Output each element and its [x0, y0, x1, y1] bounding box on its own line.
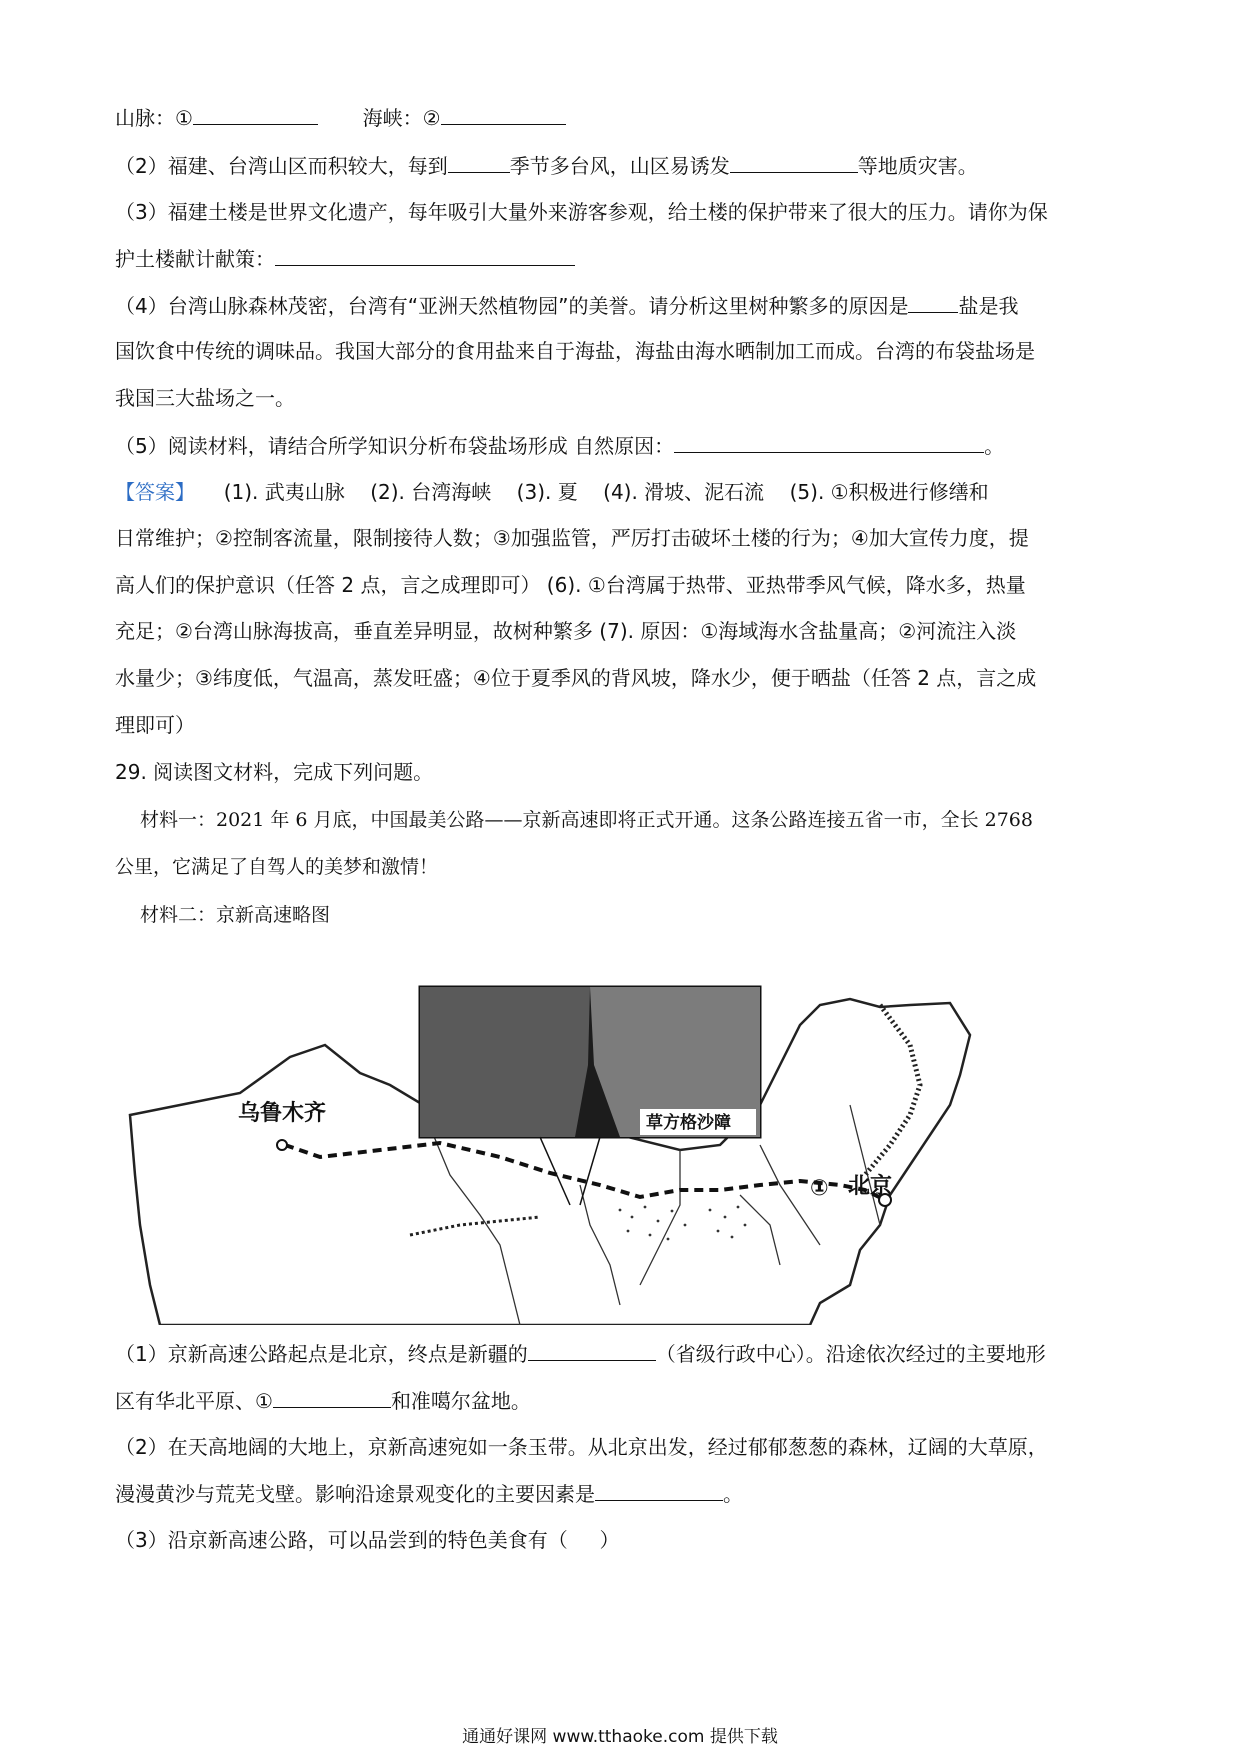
q29-sub2-line1: （2）在天高地阔的大地上，京新高速宛如一条玉带。从北京出发，经过郁郁葱葱的森林，辽阔的大草原，	[115, 1435, 1048, 1459]
q4-line3: 我国三大盐场之一。	[115, 386, 295, 410]
answer-line6: 理即可）	[115, 713, 195, 737]
footer-source: 通通好课网 www.tthaoke.com 提供下载	[462, 1727, 778, 1747]
s2-text-c: 。	[723, 1482, 743, 1506]
tree-reason-blank[interactable]	[908, 290, 958, 313]
callout-line	[580, 1137, 600, 1205]
q29-sub1-line1	[115, 1338, 1046, 1369]
q4-text-b: 盐是我	[958, 294, 1019, 318]
jingxin-expressway-map	[120, 985, 1160, 1325]
q-prev-line1	[115, 102, 566, 133]
salt-reason-blank[interactable]	[674, 430, 984, 453]
urumqi-point	[277, 1140, 287, 1150]
border-hatch	[865, 1005, 920, 1175]
answer-tag: 【答案】	[115, 480, 195, 504]
desert-stipple	[619, 1206, 747, 1241]
q29-sub1-line2	[115, 1385, 531, 1416]
answer-line2: 日常维护；②控制客流量，限制接待人数；③加强监管，严厉打击破坏土楼的行为；④加大宣传力度，提	[115, 526, 1029, 550]
q5-text-a: （5）阅读材料，请结合所学知识分析布袋盐场形成 自然原因：	[115, 434, 675, 458]
q4-line1	[115, 290, 1018, 321]
q29-sub2-line2	[115, 1478, 743, 1509]
material-1-line2: 公里，它满足了自驾人的美梦和激情！	[115, 856, 439, 878]
q2-text-b: 季节多台风，山区易诱发	[509, 154, 730, 178]
material-2: 材料二：京新高速略图	[140, 904, 331, 926]
factor-blank[interactable]	[595, 1478, 723, 1501]
marker-1-label: ①	[810, 1176, 829, 1201]
s1-text-d: 和准噶尔盆地。	[390, 1389, 531, 1413]
strait-label: 海峡：②	[362, 106, 441, 130]
answer-line1	[115, 477, 989, 507]
great-wall-line	[410, 1217, 540, 1235]
q3-line1: （3）福建土楼是世界文化遗产，每年吸引大量外来游客参观，给土楼的保护带来了很大的压力。请你为保	[115, 200, 1048, 224]
inset-caption: 草方格沙障	[646, 1113, 731, 1133]
answer-text-1: (1). 武夷山脉 (2). 台湾海峡 (3). 夏 (4). 滑坡、泥石流 (5). ①积极进行修缮和	[223, 480, 989, 504]
q4-text-a: （4）台湾山脉森林茂密，台湾有“亚洲天然植物园”的美誉。请分析这里树种繁多的原因是	[115, 294, 909, 318]
disaster-blank[interactable]	[730, 150, 858, 173]
callout-line	[540, 1137, 570, 1205]
season-blank[interactable]	[448, 150, 510, 173]
q2-text-a: （2）福建、台湾山区而积较大，每到	[115, 154, 448, 178]
mountain-label: 山脉：①	[115, 106, 193, 130]
mountain-blank[interactable]	[193, 102, 318, 125]
province-boundary	[580, 1185, 620, 1305]
tulou-blank[interactable]	[275, 243, 575, 266]
q29-title: 29. 阅读图文材料，完成下列问题。	[115, 760, 434, 784]
answer-line3: 高人们的保护意识（任答 2 点，言之成理即可） (6). ①台湾属于热带、亚热带季风气候，降水多，热量	[115, 573, 1026, 597]
s1-text-b: （省级行政中心）。沿途依次经过的主要地形	[655, 1342, 1046, 1366]
endpoint-blank[interactable]	[528, 1338, 656, 1361]
answer-line4: 充足；②台湾山脉海拔高，垂直差异明显，故树种繁多 (7). 原因：①海域海水含盐量高；②河流注入淡	[115, 619, 1017, 643]
q5-line	[115, 430, 1004, 461]
province-boundary	[850, 1105, 880, 1225]
urumqi-label: 乌鲁木齐	[238, 1101, 327, 1126]
q4-line2: 国饮食中传统的调味品。我国大部分的食用盐来自于海盐，海盐由海水晒制加工而成。台湾的布袋盐场是	[115, 339, 1035, 363]
beijing-label: 北京	[848, 1174, 893, 1199]
s1-text-a: （1）京新高速公路起点是北京，终点是新疆的	[115, 1342, 528, 1366]
material-1-line1: 材料一：2021 年 6 月底，中国最美公路——京新高速即将正式开通。这条公路连接五省一市，全长 2768	[140, 809, 1033, 831]
strait-blank[interactable]	[441, 102, 566, 125]
q-prev-item2	[115, 150, 978, 181]
expressway-route	[285, 1143, 885, 1200]
q3-line2	[115, 243, 575, 274]
q3-text-b: 护土楼献计献策：	[115, 247, 275, 271]
inset-photo-left	[420, 987, 590, 1137]
landform-blank[interactable]	[273, 1385, 391, 1408]
province-boundary	[640, 1150, 680, 1285]
q29-sub3: （3）沿京新高速公路，可以品尝到的特色美食有（ ）	[115, 1528, 620, 1552]
q5-text-b: 。	[984, 434, 1005, 458]
q2-text-c: 等地质灾害。	[857, 154, 978, 178]
province-boundary	[740, 1195, 780, 1265]
answer-line5: 水量少；③纬度低，气温高，蒸发旺盛；④位于夏季风的背风坡，降水少，便于晒盐（任答 2 点，言之成	[115, 666, 1037, 690]
s2-text-b: 漫漫黄沙与荒芜戈壁。影响沿途景观变化的主要因素是	[115, 1482, 595, 1506]
s1-text-c: 区有华北平原、①	[115, 1389, 273, 1413]
